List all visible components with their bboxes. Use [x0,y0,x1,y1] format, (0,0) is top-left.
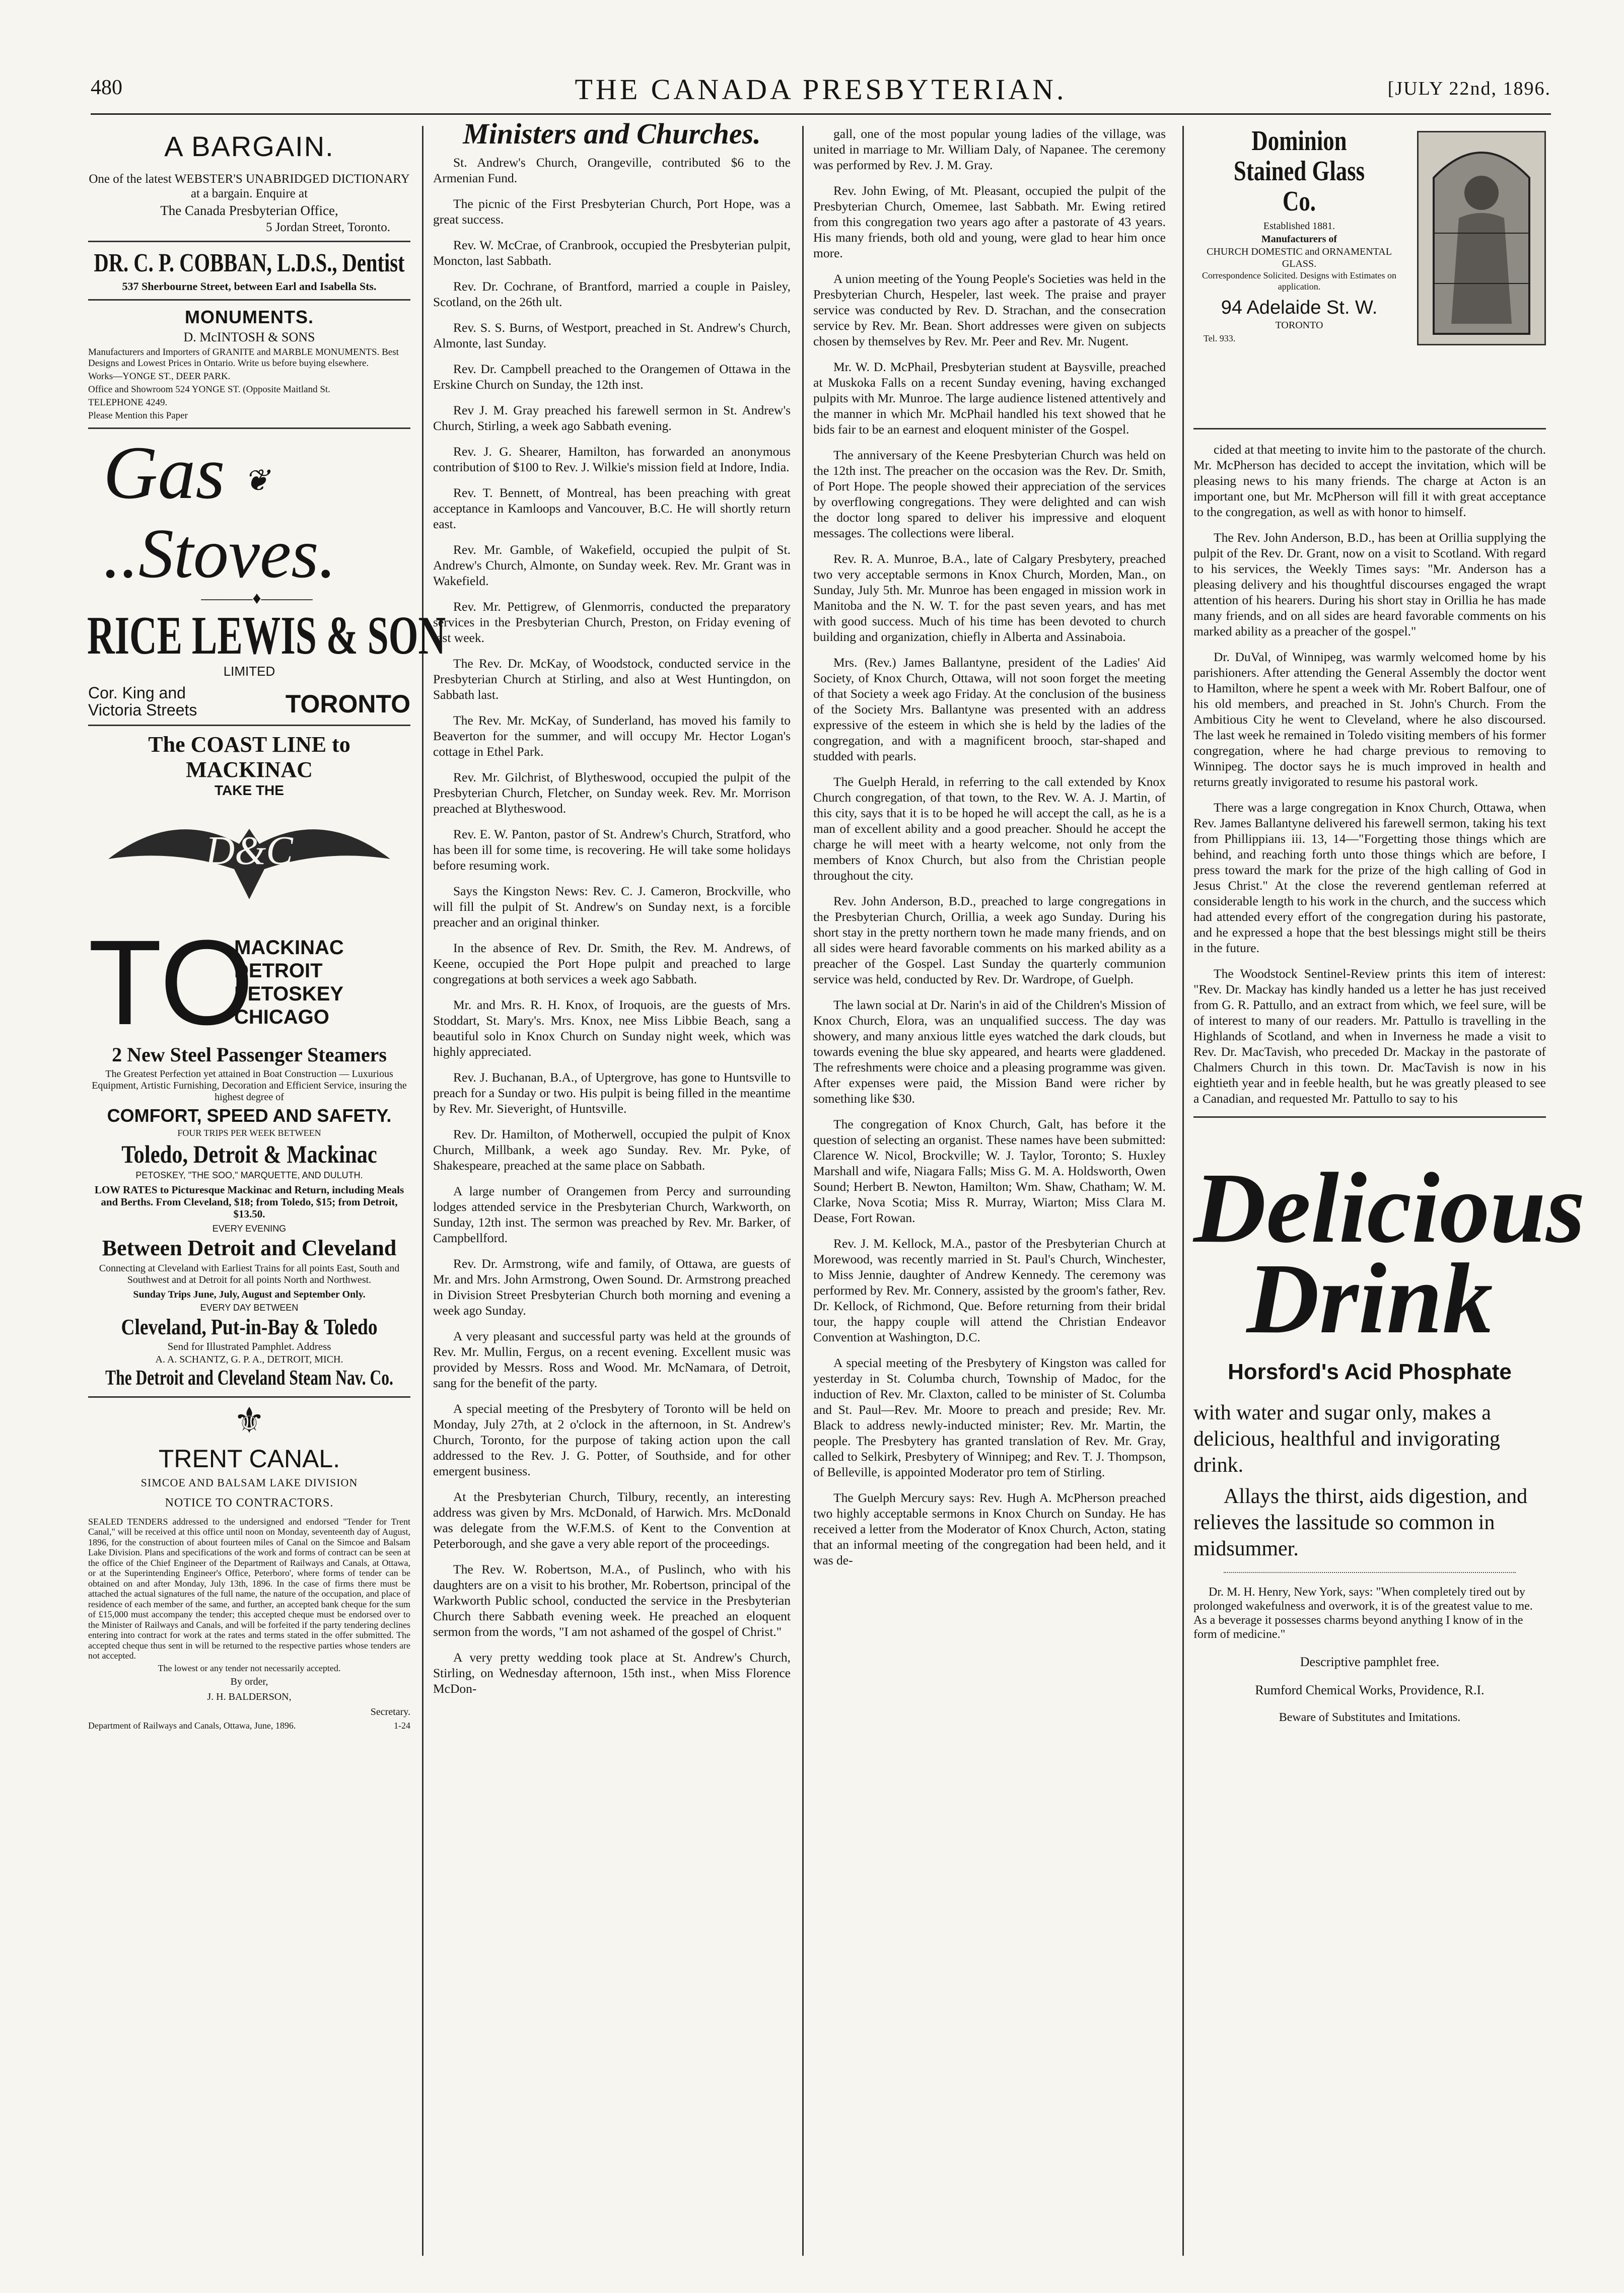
section-title: Ministers and Churches. [463,117,761,150]
news-paragraph: The congregation of Knox Church, Galt, has before it the question of selecting an organist. These names have been submitted: Clarence W. Nicol, Brockville; W. J. Taylor, Toronto; S. Huxley Marshall and wife, Niagara Falls; Miss G. M. A. Holdsworth, Owen Sound; Herbert B. Newton, Hamilton; Wm. Shaw, Chatham; W. M. Clarke, Nova Scotia; Miss R. Murray, Wiarton; Miss Clara M. Dease, Fort Rowan. [813,1117,1166,1225]
news-paragraph: Rev. John Anderson, B.D., preached to large congregations in the Presbyterian Church, Orillia, a week ago Sunday. During his short stay in the pretty northern town he made many friends, and on all sides were heard favorable comments on his marked ability as a preacher of the Gospel. Last Sunday the quarterly communion service was held, conducted by Rev. Dr. Wardrope, of Guelph. [813,894,1166,986]
ministers-paragraph: In the absence of Rev. Dr. Smith, the Rev. M. Andrews, of Keene, occupied the Port Hope pulpit and preached to large congregations at both services a week ago Sabbath. [433,941,791,986]
news-paragraph: Dr. DuVal, of Winnipeg, was warmly welcomed home by his parishioners. After attending the General Assembly the doctor went to Hamilton, where he spent a week with Mr. Robert Balfour, one of his old members, and preached in St. John's Church. From the Ambitious City he went to Cleveland, where he also discoursed. The last week he remained in Toledo visiting members of his former congregation, where he had charge previous to removing to Winnipeg. The doctor says he is much improved in health and returns greatly invigorated to resume his pastoral work. [1193,650,1546,789]
trent-lowest: The lowest or any tender not necessarily accepted. [158,1663,341,1673]
ministers-paragraph: At the Presbyterian Church, Tilbury, recently, an interesting address was given by Mrs. McDonald, of Harwich. Mrs. McDonald was delegate from the W.F.M.S. of Kent to the Convention at Peterborough, and she gave a very able report of the proceedings. [433,1489,791,1551]
put-in-bay-heading: Cleveland, Put-in-Bay & Toledo [121,1314,378,1339]
monuments-firm: D. McINTOSH & SONS [183,330,315,344]
bargain-address: 5 Jordan Street, Toronto. [265,221,390,234]
issue-date: [JULY 22nd, 1896. [1387,78,1551,99]
ministers-paragraph: Says the Kingston News: Rev. C. J. Cameron, Brockville, who will fill the pulpit of St. Andrew's on Sunday next, is a forcible preacher and an original thinker. [433,884,791,929]
bargain-office: The Canada Presbyterian Office, [160,203,338,218]
sunday-text: Sunday Trips June, July, August and September Only. [133,1288,366,1300]
ministers-paragraph: Rev. S. S. Burns, of Westport, preached in St. Andrew's Church, Almonte, last Sunday. [433,320,791,350]
news-paragraph: There was a large congregation in Knox Church, Ottawa, when Rev. James Ballantyne delivered his farewell sermon, taking his text from Phillippians iii. 13, 14—"Forgetting those things which are behind, and reaching forth unto those things which are before, I press toward the mark for the prize of the high calling of God in Jesus Christ." At the close the reverend gentleman referred at considerable length to his work in the church, and the success which had attended every effort of the congregation during his pastorate, and he expressed a hope that the best blessings might still be theirs in the future. [1193,800,1546,955]
ornament-icon: ❦ [244,464,269,497]
ministers-paragraph: The Rev. Mr. McKay, of Sunderland, has moved his family to Beaverton for the summer, and will occupy Mr. Hector Logan's cottage in Ethel Park. [433,713,791,759]
news-paragraph: Rev. R. A. Munroe, B.A., late of Calgary Presbytery, preached two very acceptable sermons in Knox Church, Morden, Man., on Sunday, July 5th. Mr. Munroe has been engaged in mission work in Manitoba and the N. W. T. for the past seven years, and has met with good success. Much of his time has been devoted to church building and organization, chiefly in Alberta and Assinaboia. [813,551,1166,644]
column-rule [422,126,423,2256]
horsford-pamphlet: Descriptive pamphlet free. [1300,1655,1440,1669]
news-paragraph: A union meeting of the Young People's Societies was held in the Presbyterian Church, Hespeler, last week. The praise and prayer service was conducted by Rev. D. Strachan, and the consecration service by Rev. Mr. Bean. Short addresses were given on subjects chosen by themselves by Rev. Mr. Peer and Rev. Mr. Nugent. [813,271,1166,348]
dominion-correspondence: Correspondence Solicited. Designs with Estimates on application. [1202,270,1396,292]
horsford-testimonial: Dr. M. H. Henry, New York, says: "When completely tired out by prolonged wakefulness and overwork, it is of the greatest value to me. As a beverage it possesses charms beyond anything I know of in the form of medicine." [1193,1586,1533,1641]
ministers-paragraph: The picnic of the First Presbyterian Church, Port Hope, was a great success. [433,196,791,227]
monuments-works: Works—YONGE ST., DEER PARK. [88,371,231,382]
trent-code: 1-24 [394,1720,410,1731]
horsford-ad [1193,1116,1585,1725]
dominion-stained-glass-ad [1193,126,1546,429]
trent-secretary: Secretary. [370,1706,410,1717]
dominion-city: TORONTO [1275,320,1323,331]
page-header [91,73,1551,111]
trent-by-order: By order, [230,1676,268,1687]
ministers-paragraph: Rev. Dr. Campbell preached to the Orangemen of Ottawa in the Erskine Church on Sunday, the 12th inst. [433,362,791,392]
news-paragraph: The Rev. John Anderson, B.D., has been at Orillia supplying the pulpit of the Rev. Dr. Grant, now on a visit to Scotland. With regard to his services, the Weekly Times says: "Mr. Anderson has a pleasing delivery and his thoughtful discourses engaged the wrapt attention of his hearers. During his short stay in Orillia he has made many friends, and on all sides are heard favorable comments on his marked ability as a preacher of the gospel." [1193,530,1546,638]
ministers-paragraph: A large number of Orangemen from Percy and surrounding lodges attended service in the Presbyterian Church, Warkworth, on Sunday, 12th inst. The sermon was preached by Rev. Mr. Barker, of Campbellford. [433,1184,791,1245]
coast-line-ad [88,732,410,1390]
page-number: 480 [91,76,122,99]
agent: A. A. SCHANTZ, G. P. A., DETROIT, MICH. [155,1353,343,1365]
bargain-title: A BARGAIN. [164,130,334,162]
ministers-paragraph: A very pretty wedding took place at St. Andrew's Church, Stirling, on Wednesday afternoon, 15th inst., when Miss Florence McDon- [433,1650,791,1696]
horsford-beware: Beware of Substitutes and Imitations. [1279,1711,1461,1724]
rice-lewis-city: TORONTO [285,689,410,718]
trent-notice: NOTICE TO CONTRACTORS. [165,1496,334,1510]
seal-icon: ⚜ [233,1401,265,1441]
bargain-ad [88,130,410,235]
news-column-3 [813,126,1166,2256]
monuments-ad [88,307,410,421]
ministers-paragraph: Mr. and Mrs. R. H. Knox, of Iroquois, are the guests of Mrs. Stoddart, St. Mary's. Mrs. Knox, nee Miss Libbie Beach, sang a beautiful solo in Knox Church on Sunday night week, which was highly appreciated. [433,997,791,1059]
eagle-emblem-icon [98,799,400,924]
cobban-ad [88,248,410,293]
monuments-mention: Please Mention this Paper [88,410,188,421]
comfort-heading: COMFORT, SPEED AND SAFETY. [107,1105,392,1126]
news-paragraph: The Guelph Herald, in referring to the call extended by Knox Church congregation, of that town, to the Rev. W. A. J. Martin, of this city, says that it is to be hoped he will accept the call, as he is a man of excellent ability and a good preacher. Should he accept the charge he will meet with a hearty welcome, not only from the members of Knox Church, but also from the Christian people throughout the city. [813,774,1166,883]
monuments-phone: TELEPHONE 4249. [88,397,168,408]
rice-lewis-corner: Cor. King and Victoria Streets [88,683,197,719]
column-4-text [1193,442,1546,1106]
send-pamphlet: Send for Illustrated Pamphlet. Address [167,1340,331,1352]
news-paragraph: The lawn social at Dr. Narin's in aid of the Children's Mission of Knox Church, Elora, was an unqualified success. The day was showery, and many anxious little eyes watched the dark clouds, but towards evening the blue sky appeared, and hearts were gladdened. The refreshments were choice and a pleasing programme was given. After expenses were paid, the Mission Band were richer by something like $30. [813,997,1166,1106]
rice-lewis-title: RICE LEWIS & SON [87,605,446,666]
drink-headline: Drink [1246,1243,1493,1354]
column-rule [802,126,804,2256]
every-day: EVERY DAY BETWEEN [200,1302,299,1313]
news-paragraph: The Guelph Mercury says: Rev. Hugh A. McPherson preached two highly acceptable sermons in Knox Church on Sunday. He has received a letter from the Moderator of Knox Church, Acton, stating that an informal meeting of the congregation had been held, and it was de- [813,1490,1166,1567]
ministers-paragraph: Rev. T. Bennett, of Montreal, has been preaching with great acceptance in Kamloops and Vancouver, B.C. He will shortly return east. [433,485,791,531]
coast-line-take: TAKE THE [215,782,284,798]
trent-canal-ad [88,1401,410,1731]
ministers-paragraph: Rev. J. Buchanan, B.A., of Uptergrove, has gone to Huntsville to preach for a Sunday or two. His pulpit is being filled in the meantime by Rev. Mr. Sieveright, of Huntsville. [433,1070,791,1116]
monuments-office: Office and Showroom 524 YONGE ST. (Opposite Maitland St. [88,384,330,395]
header-rule [91,113,1551,115]
cobban-title: DR. C. P. COBBAN, L.D.S., Dentist [94,249,405,277]
between-heading: Between Detroit and Cleveland [102,1235,397,1260]
ministers-paragraph: Rev. Mr. Pettigrew, of Glenmorris, conducted the preparatory services in the Presbyterian Church, Preston, on Friday evening of last week. [433,599,791,645]
bargain-body: One of the latest WEBSTER'S UNABRIDGED DICTIONARY at a bargain. Enquire at [89,172,410,200]
ministers-paragraph: A special meeting of the Presbytery of Toronto will be held on Monday, July 27th, at 2 o'clock in the afternoon, in St. Andrew's Church, Toronto, for the purpose of taking action upon the call addressed to the Rev. J. G. Potter, of Southside, and for other emergent business. [433,1401,791,1478]
ministers-paragraph: The Rev. W. Robertson, M.A., of Puslinch, who with his daughters are on a visit to his brother, Mr. Robertson, principal of the Warkworth Public school, conducted the service in the Presbyterian Church there Sabbath evening week. He preached an eloquent sermon from the words, "I am not ashamed of the gospel of Christ." [433,1562,791,1639]
coast-line-title: The COAST LINE to MACKINAC [148,732,350,782]
news-paragraph: cided at that meeting to invite him to the pastorate of the church. Mr. McPherson has decided to accept the invitation, which will be pleasing news to his many friends. The charge at Acton is an important one, but Mr. McPherson will fill it with great acceptance to the congregation, as well as with honor to himself. [1193,442,1546,519]
four-trips: FOUR TRIPS PER WEEK BETWEEN [177,1127,321,1138]
gas-stoves-ad [88,431,410,608]
news-paragraph: Mr. W. D. McPhail, Presbyterian student at Baysville, preached at Muskoka Falls on a recent Sunday evening, having exchanged pulpits with Mr. Munroe. The large audience listened attentively and the manner in which Mr. McPhail handled his text showed that he bids fair to be an earnest and eloquent minister of the Gospel. [813,360,1166,437]
ministers-paragraph: Rev J. M. Gray preached his farewell sermon in St. Andrew's Church, Stirling, a week ago Sabbath evening. [433,403,791,433]
rice-lewis-ad [87,605,446,719]
dominion-address: 94 Adelaide St. W. [1221,297,1378,318]
destination: DETROIT [234,959,323,982]
svg-text:D&C: D&C [205,828,293,873]
ministers-paragraph: Rev. W. McCrae, of Cranbrook, occupied the Presbyterian pulpit, Moncton, last Sabbath. [433,238,791,268]
ministers-paragraph: Rev. Dr. Cochrane, of Brantford, married a couple in Paisley, Scotland, on the 26th ult. [433,279,791,309]
trent-body: SEALED TENDERS addressed to the undersigned and endorsed "Tender for Trent Canal," will be received at this office until noon on Monday, seventeenth day of August, 1896, for the construction of about fourteen miles of Canal on the Simcoe and Balsam Lake Division. Plans and specifications of the work and forms of contract can be seen at the office of the Chief Engineer of the Department of Railways and Canals, at Ottawa, or at the Superintending Engineer's Office, Peterboro', where forms of tender can be obtained on and after Monday, July 13th, 1896. In the case of firms there must be attached the actual signatures of the full name, the nature of the occupation, and place of residence of each member of the same, and further, an accepted bank cheque for the sum of £15,000 must accompany the tender; this accepted cheque must be endorsed over to the Minister of Railways and Canals, and will be forfeited if the party tendering declines entering into contract for work at the rates and terms stated in the offer submitted. The accepted cheque thus sent in will be returned to the respective parties whose tenders are not accepted. [88,1516,410,1661]
cobban-address: 537 Sherbourne Street, between Earl and Isabella Sts. [122,280,377,293]
ministers-paragraph: The Rev. Dr. McKay, of Woodstock, conducted service in the Presbyterian Church at Stirling, and also at West Huntingdon, on Sabbath last. [433,656,791,702]
news-paragraph: gall, one of the most popular young ladies of the village, was united in marriage to Mr. William Daly, of Napanee. The ceremony was performed by Rev. J. M. Gray. [813,126,1166,172]
stained-glass-window-icon [1417,131,1546,345]
ministers-churches-column [433,117,791,2256]
news-column-4 [1193,125,1585,2256]
dominion-items: CHURCH DOMESTIC and ORNAMENTAL GLASS. [1207,246,1392,269]
ministers-paragraph: A very pleasant and successful party was held at the grounds of Rev. Mr. Mullin, Fergus, on a recent evening. Excellent music was provided by Messrs. Ross and Wood. Mr. McNamara, of Detroit, sang for the benefit of the party. [433,1329,791,1390]
trent-division: SIMCOE AND BALSAM LAKE DIVISION [140,1476,358,1489]
low-rates: LOW RATES to Picturesque Mackinac and Return, including Meals and Berths. From Cleveland, $18; from Toledo, $15; from Detroit, $13.50. [94,1183,404,1220]
ministers-paragraph: Rev. J. G. Shearer, Hamilton, has forwarded an anonymous contribution of $100 to Rev. J. Wilkie's mission field at Indore, India. [433,444,791,474]
toledo-heading: Toledo, Detroit & Mackinac [121,1139,377,1168]
destination: MACKINAC [234,936,344,959]
ministers-paragraph: Rev. Mr. Gamble, of Wakefield, occupied the pulpit of St. Andrew's Church, Almonte, on Sunday week. Rev. Mr. Grant was in Wakefield. [433,542,791,588]
dominion-tel: Tel. 933. [1204,333,1236,343]
dominion-manufacturers: Manufacturers of [1261,234,1337,245]
ornament-icon: ———♦——— [201,589,313,608]
monuments-title: MONUMENTS. [185,307,314,327]
horsford-allays: Allays the thirst, aids digestion, and relieves the lassitude so common in midsummer. [1193,1485,1528,1560]
every-evening: EVERY EVENING [212,1223,287,1234]
horsford-works: Rumford Chemical Works, Providence, R.I. [1255,1683,1485,1697]
destination: CHICAGO [234,1006,329,1028]
news-paragraph: The Woodstock Sentinel-Review prints this item of interest: "Rev. Dr. Mackay has kindly handed us a letter he has just received from G. R. Pattullo, and an extract from which, we feel sure, will be of interest to many of our readers. Mr. Pattullo is travelling in the Highlands of Scotland, and when in Inverness he made a visit to Rev. Dr. MacTavish, who preceded Dr. Mackay in the pastorate of Chalmers Church in this town. Dr. MacTavish is now in his eightieth year and in feeble health, but he was greatly pleased to see a Canadian, and requested Mr. Pattullo to say to his [1193,966,1546,1106]
destination: PETOSKEY [234,982,344,1005]
horsford-body: with water and sugar only, makes a delicious, healthful and invigorating drink. [1193,1401,1500,1477]
ministers-paragraph: Rev. E. W. Panton, pastor of St. Andrew's Church, Stratford, who has been ill for some time, is recovering. He will take some holidays before resuming work. [433,827,791,873]
rice-lewis-sub: LIMITED [223,663,275,679]
trent-signed: J. H. BALDERSON, [207,1691,292,1702]
delicious-headline: Delicious [1193,1153,1585,1264]
horsford-product: Horsford's Acid Phosphate [1228,1359,1512,1384]
ministers-paragraph: Rev. Dr. Hamilton, of Motherwell, occupied the pulpit of Knox Church, Millbank, a week ago Sunday. Rev. Mr. Pyke, of Shakespeare, preached at the same place on Sabbath. [433,1127,791,1173]
ministers-paragraph: St. Andrew's Church, Orangeville, contributed $6 to the Armenian Fund. [433,155,791,185]
masthead-title: THE CANADA PRESBYTERIAN. [575,73,1067,106]
column-rule [1182,126,1184,2256]
news-paragraph: Rev. J. M. Kellock, M.A., pastor of the Presbyterian Church at Morewood, was recently married in St. Paul's Church, Winchester, to Miss Jennie, daughter of Andrew Kennedy. The ceremony was performed by Rev. Mr. Connery, assisted by the groom's father, Rev. Dr. Kellock, of Richmond, Que. Before returning from their bridal tour, the happy couple will attend the Christian Endeavor Convention at Washington, D.C. [813,1236,1166,1344]
company-heading: The Detroit and Cleveland Steam Nav. Co. [105,1366,393,1390]
connecting-text: Connecting at Cleveland with Earliest Trains for all points East, South and Southwest and at Detroit for all points North and Northwest. [99,1262,400,1285]
ministers-paragraph: Rev. Dr. Armstrong, wife and family, of Ottawa, are guests of Mr. and Mrs. John Armstrong, Owen Sound. Dr. Armstrong preached in Division Street Presbyterian Church both morning and evening a week ago Sunday. [433,1256,791,1318]
news-paragraph: Mrs. (Rev.) James Ballantyne, president of the Ladies' Aid Society, of Knox Church, Ottawa, will not soon forget the meeting of that Society a week ago Friday. At the conclusion of the business of the Society Mrs. Ballantyne was presented with an address expressive of the esteem in which she is held by the ladies of the congregation, and with a magnificent brooch, star-shaped and studded with pearls. [813,655,1166,763]
news-paragraph: A special meeting of the Presbytery of Kingston was called for yesterday in St. Columba church, Township of Madoc, for the induction of Rev. Mr. Claxton, called to be minister of St. Columba and St. Paul—Rev. Mr. Moore to preach and preside; Rev. Mr. Black to address newly-inducted minister; Rev. Mr. Martin, the people. The Presbytery has granted translation of Rev. Mr. Gray, called to Selkirk, Presbytery of Winnipeg; and Rev. T. J. Thompson, of Belleville, is appointed Moderator pro tem of Stirling. [813,1355,1166,1479]
trent-dept: Department of Railways and Canals, Ottawa, June, 1896. [88,1720,296,1731]
trent-title: TRENT CANAL. [158,1444,340,1473]
gas-heading: Gas ❦ [103,431,269,515]
monuments-body: Manufacturers and Importers of GRANITE and MARBLE MONUMENTS. Best Designs and Lowest Prices in Ontario. Write us before buying elsewhere. [88,347,399,369]
dominion-title: Dominion Stained Glass Co. [1233,125,1365,217]
news-paragraph: Rev. John Ewing, of Mt. Pleasant, occupied the pulpit of the Presbyterian Church, Omemee, last Sabbath. Mr. Ewing retired from this congregation two years ago after a pastorate of 43 years. His many friends, both old and young, were glad to hear him once more. [813,183,1166,260]
news-paragraph: The anniversary of the Keene Presbyterian Church was held on the 12th inst. The preacher on the occasion was the Rev. Dr. Smith, of Port Hope. The people showed their appreciation of the services by overflowing congregations. They were delighted and can wish the doctor long spared to deliver his impressive and eloquent messages. The collections were liberal. [813,448,1166,540]
ministers-paragraph: Rev. Mr. Gilchrist, of Blytheswood, occupied the pulpit of the Presbyterian Church, Fletcher, on Sunday week. Rev. Mr. Morrison preached at Blytheswood. [433,770,791,816]
stoves-heading: ..Stoves. [103,514,336,593]
to-heading: TO [88,914,254,1050]
dominion-established: Established 1881. [1263,221,1335,232]
advertisements-column [87,126,446,2256]
destinations [234,936,344,1029]
coast-line-greatest: The Greatest Perfection yet attained in Boat Construction — Luxurious Equipment, Artistic Furnishing, Decoration and Efficient Service, insuring the highest degree of [92,1068,407,1103]
petoskey-line: PETOSKEY, "THE SOO," MARQUETTE, AND DULUTH. [135,1170,363,1180]
steamers-heading: 2 New Steel Passenger Steamers [112,1043,387,1066]
